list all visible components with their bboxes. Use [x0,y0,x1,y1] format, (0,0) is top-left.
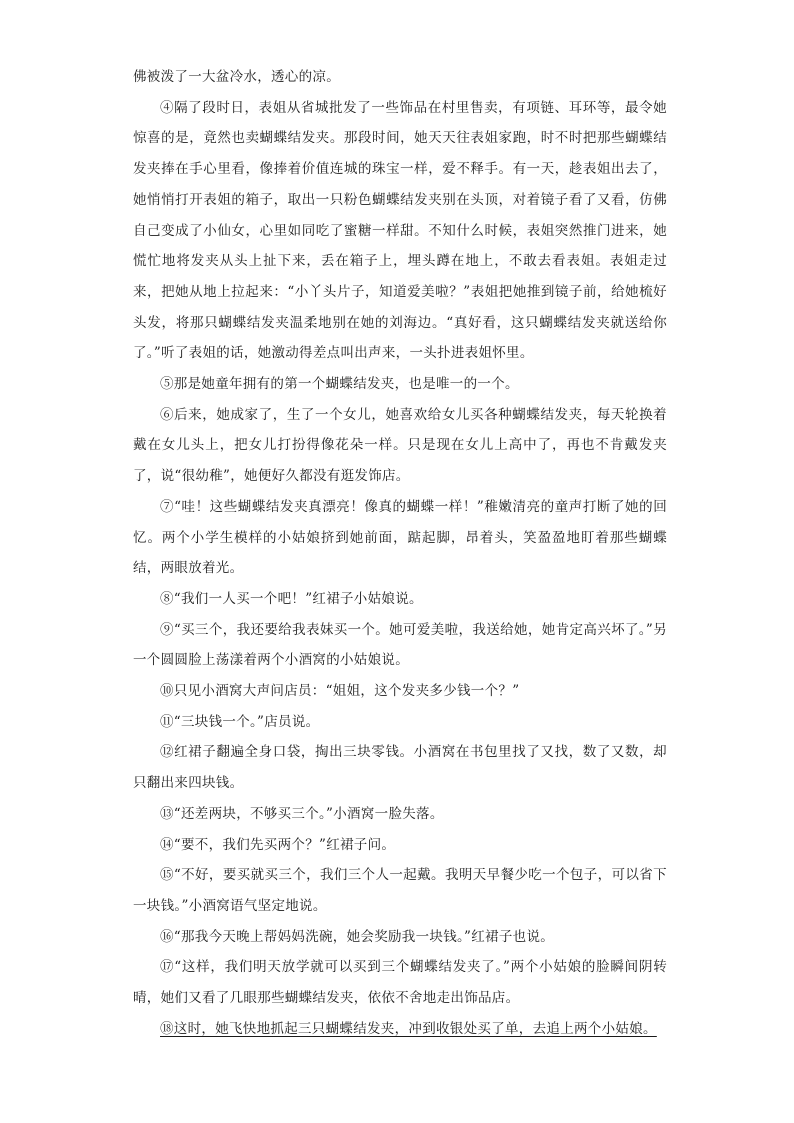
paragraph-10: ⑩只见小酒窝大声问店员：“姐姐，这个发夹多少钱一个？” [160,683,520,700]
paragraph-4: ④隔了段时日，表姐从省城批发了一些饰品在村里售卖，有项链、耳环等，最令她惊喜的是，竟然也卖蝴蝶结发夹。那段时间，她天天往表姐家跑，时不时把那些蝴蝶结发夹捧在手心里看，像捧着价值连城的珠宝一样，爱不释手。有一天，趁表姐出去了，她悄悄打开表姐的箱子，取出一只粉色蝴蝶结发夹别在头顶，对着镜子看了又看，仿佛自己变成了小仙女，心里如同吃了蜜糖一样甜。不知什么时候，表姐突然推门进来，她慌忙地将发夹从头上扯下来，丢在箱子上，埋头蹲在地上，不敢去看表姐。表姐走过来，把她从地上拉起来：“小丫头片子，知道爱美啦？”表姐把她推到镜子前，给她梳好头发，将那只蝴蝶结发夹温柔地别在她的刘海边。“真好看，这只蝴蝶结发夹就送给你了。”听了表姐的话，她激动得差点叫出声来，一头扑进表姐怀里。 [133,99,667,362]
paragraph-8: ⑧“我们一人买一个吧！”红裙子小姑娘说。 [160,590,423,607]
paragraph-14: ⑭“要不，我们先买两个？”红裙子问。 [160,836,396,853]
paragraph-16: ⑯“那我今天晚上帮妈妈洗碗，她会奖励我一块钱。”红裙子也说。 [160,928,555,945]
paragraph-17: ⑰“这样，我们明天放学就可以买到三个蝴蝶结发夹了。”两个小姑娘的脸瞬间阴转晴，她们又看了几眼那些蝴蝶结发夹，依依不舍地走出饰品店。 [133,959,667,1007]
paragraph-11: ⑪“三块钱一个。”店员说。 [160,713,320,730]
paragraph-continuation: 佛被泼了一大盆冷水，透心的凉。 [133,69,340,85]
paragraph-15: ⑮“不好，要买就买三个，我们三个人一起戴。我明天早餐少吃一个包子，可以省下一块钱。”小酒窝语气坚定地说。 [133,867,667,914]
paragraph-7: ⑦“哇！这些蝴蝶结发夹真漂亮！像真的蝴蝶一样！”稚嫩清亮的童声打断了她的回忆。两个小学生模样的小姑娘挤到她前面，踮起脚，昂着头，笑盈盈地盯着那些蝴蝶结，两眼放着光。 [133,498,667,577]
paragraph-9: ⑨“买三个，我还要给我表妹买一个。她可爱美啦，我送给她，她肯定高兴坏了。”另一个圆圆脸上荡漾着两个小酒窝的小姑娘说。 [133,621,667,669]
article-body [133,62,667,1045]
paragraph-13: ⑬“还差两块，不够买三个。”小酒窝一脸失落。 [160,805,444,822]
paragraph-18-underlined: ⑱这时，她飞快地抓起三只蝴蝶结发夹，冲到收银处买了单，去追上两个小姑娘。 [160,1020,657,1037]
paragraph-12: ⑫红裙子翻遍全身口袋，掏出三块零钱。小酒窝在书包里找了又找，数了又数，却只翻出来四块钱。 [133,744,667,792]
paragraph-6: ⑥后来，她成家了，生了一个女儿，她喜欢给女儿买各种蝴蝶结发夹，每天轮换着戴在女儿头上，把女儿打扮得像花朵一样。只是现在女儿上高中了，再也不肯戴发夹了，说“很幼稚”，她便好久都没有逛发饰店。 [133,406,667,485]
paragraph-5: ⑤那是她童年拥有的第一个蝴蝶结发夹，也是唯一的一个。 [160,376,519,393]
